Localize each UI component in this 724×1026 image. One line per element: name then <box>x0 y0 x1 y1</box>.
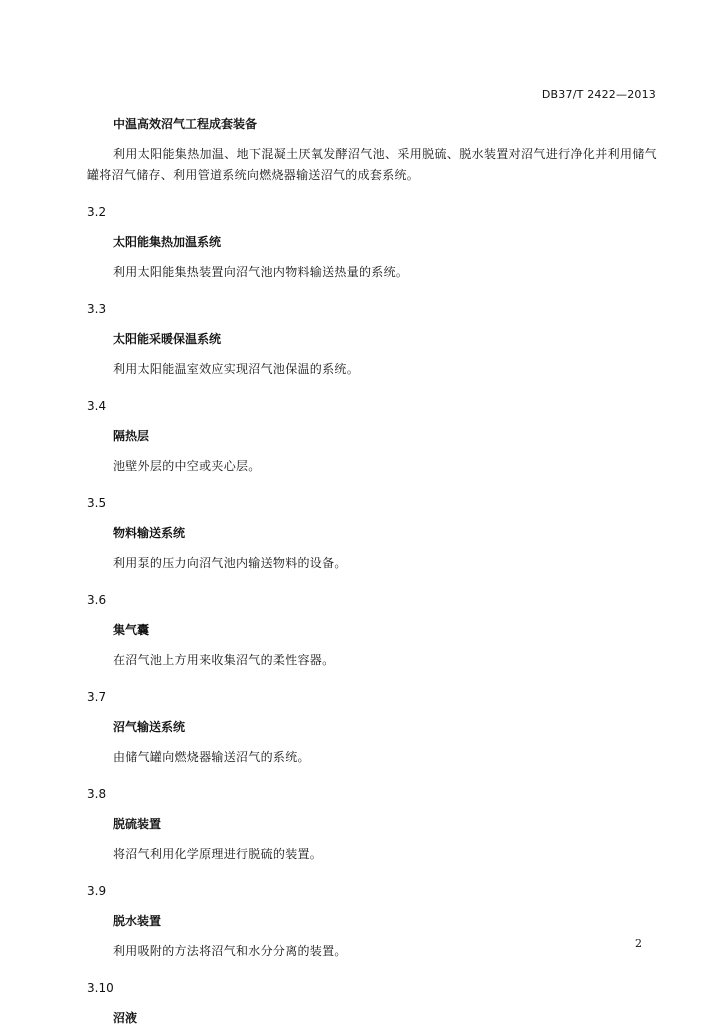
term-number: 3.8 <box>87 787 107 801</box>
term-entry <box>87 883 657 962</box>
term-entry <box>87 116 657 186</box>
term-definition: 将沼气利用化学原理进行脱硫的装置。 <box>113 847 323 861</box>
term-entry <box>87 204 657 283</box>
term-number: 3.4 <box>87 399 107 413</box>
term-name: 太阳能集热加温系统 <box>113 235 222 249</box>
term-entry <box>87 495 657 574</box>
standard-code: DB37/T 2422—2013 <box>541 88 656 101</box>
term-entry <box>87 592 657 671</box>
term-entry <box>87 786 657 865</box>
term-definition: 利用太阳能集热装置向沼气池内物料输送热量的系统。 <box>113 265 409 279</box>
term-name: 太阳能采暖保温系统 <box>113 332 222 346</box>
term-name: 中温高效沼气工程成套装备 <box>113 117 258 131</box>
term-entry <box>87 398 657 477</box>
term-entry <box>87 689 657 768</box>
term-name: 物料输送系统 <box>113 526 186 540</box>
page-number: 2 <box>635 937 642 950</box>
term-number: 3.2 <box>87 205 107 219</box>
term-number: 3.7 <box>87 690 107 704</box>
term-definition: 在沼气池上方用来收集沼气的柔性容器。 <box>113 653 335 667</box>
term-number: 3.10 <box>87 981 114 995</box>
term-name: 沼液 <box>113 1011 138 1025</box>
term-entry <box>87 301 657 380</box>
term-name: 隔热层 <box>113 429 150 443</box>
term-name: 脱硫装置 <box>113 817 162 831</box>
term-name: 脱水装置 <box>113 914 162 928</box>
term-name: 集气囊 <box>113 623 150 637</box>
term-number: 3.9 <box>87 884 107 898</box>
term-entry <box>87 980 657 1026</box>
terms-list <box>87 116 657 1026</box>
term-definition: 利用太阳能集热加温、地下混凝土厌氧发酵沼气池、采用脱硫、脱水装置对沼气进行净化并利用储气罐将沼气储存、利用管道系统向燃烧器输送沼气的成套系统。 <box>87 147 657 182</box>
term-number: 3.3 <box>87 302 107 316</box>
term-number: 3.6 <box>87 593 107 607</box>
term-number: 3.5 <box>87 496 107 510</box>
term-definition: 利用太阳能温室效应实现沼气池保温的系统。 <box>113 362 360 376</box>
term-definition: 由储气罐向燃烧器输送沼气的系统。 <box>113 750 310 764</box>
term-definition: 池壁外层的中空或夹心层。 <box>113 459 261 473</box>
term-definition: 利用泵的压力向沼气池内输送物料的设备。 <box>113 556 347 570</box>
term-definition: 利用吸附的方法将沼气和水分分离的装置。 <box>113 944 347 958</box>
term-name: 沼气输送系统 <box>113 720 186 734</box>
